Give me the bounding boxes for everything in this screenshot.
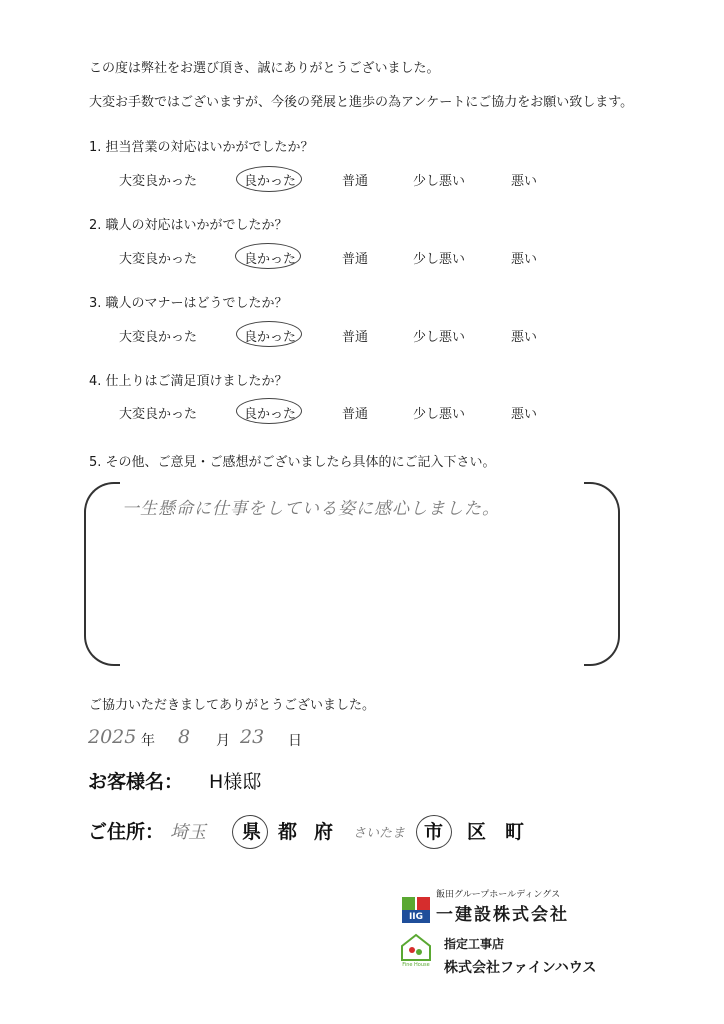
- selection-circle: [236, 398, 302, 424]
- address-to: 都: [278, 821, 298, 843]
- date-day: 23: [240, 726, 265, 748]
- customer-name: H様邸: [209, 771, 262, 793]
- question-text: 3. 職人のマナーはどうでしたか？: [89, 296, 288, 311]
- option-good: 良かった: [244, 252, 297, 267]
- option-slightly-bad: 少し悪い: [413, 407, 466, 422]
- date-month-label: 月: [216, 733, 230, 749]
- question-5-text: 5. その他、ご意見・ご感想がございましたら具体的にご記入下さい。: [89, 455, 496, 470]
- selection-circle: [232, 815, 268, 849]
- date-year: 2025: [88, 726, 137, 748]
- option-very-good: 大変良かった: [119, 407, 198, 422]
- address-shi: 市: [424, 821, 444, 843]
- logo-text: IIG: [408, 912, 424, 922]
- date-year-label: 年: [141, 733, 155, 749]
- selection-circle: [235, 243, 301, 269]
- ichi-kensetsu-logo: [400, 895, 432, 925]
- contractor-name: 株式会社ファインハウス: [444, 960, 597, 976]
- option-bad: 悪い: [511, 330, 538, 345]
- selection-circle: [236, 321, 302, 347]
- intro-line-1: この度は弊社をお選び頂き、誠にありがとうございました。: [89, 61, 440, 76]
- fine-house-logo: [398, 930, 434, 968]
- address-prefecture-handwritten: 埼玉: [170, 822, 206, 843]
- question-text: 1. 担当営業の対応はいかがでしたか？: [89, 140, 314, 155]
- company-name: 一建設株式会社: [436, 905, 569, 925]
- closing-text: ご協力いただきましてありがとうございました。: [89, 698, 376, 713]
- address-fu: 府: [314, 821, 334, 843]
- address-city-handwritten: さいたま: [353, 826, 406, 841]
- group-name: 飯田グループホールディングス: [436, 890, 561, 900]
- comment-answer: 一生懸命に仕事をしている姿に感心しました。: [122, 499, 500, 519]
- option-bad: 悪い: [511, 174, 538, 189]
- intro-line-2: 大変お手数ではございますが、今後の発展と進歩の為アンケートにご協力をお願い致します。: [89, 95, 634, 110]
- option-slightly-bad: 少し悪い: [413, 174, 466, 189]
- option-good: 良かった: [244, 407, 297, 422]
- date-day-label: 日: [288, 733, 302, 749]
- option-average: 普通: [342, 174, 369, 189]
- selection-circle: [236, 166, 302, 192]
- option-very-good: 大変良かった: [119, 330, 198, 345]
- address-label: ご住所：: [88, 821, 165, 843]
- option-very-good: 大変良かった: [119, 174, 198, 189]
- date-month: 8: [178, 726, 191, 748]
- selection-circle: [416, 815, 452, 849]
- option-good: 良かった: [244, 330, 297, 345]
- option-slightly-bad: 少し悪い: [413, 330, 466, 345]
- option-good: 良かった: [244, 174, 297, 189]
- designated-contractor-label: 指定工事店: [444, 937, 505, 951]
- customer-label: お客様名：: [88, 771, 184, 793]
- option-slightly-bad: 少し悪い: [413, 252, 466, 267]
- address-ken: 県: [242, 821, 262, 843]
- option-bad: 悪い: [511, 252, 538, 267]
- option-very-good: 大変良かった: [119, 252, 198, 267]
- question-text: 2. 職人の対応はいかがでしたか？: [89, 218, 288, 233]
- option-average: 普通: [342, 407, 369, 422]
- comment-box-left-bracket: [84, 482, 120, 666]
- fine-house-logo-text: Fine House: [402, 962, 430, 968]
- option-average: 普通: [342, 330, 369, 345]
- comment-box-right-bracket: [584, 482, 620, 666]
- option-average: 普通: [342, 252, 369, 267]
- question-text: 4. 仕上りはご満足頂けましたか？: [89, 374, 288, 389]
- address-ku: 区: [467, 821, 487, 843]
- address-cho: 町: [505, 821, 525, 843]
- option-bad: 悪い: [511, 407, 538, 422]
